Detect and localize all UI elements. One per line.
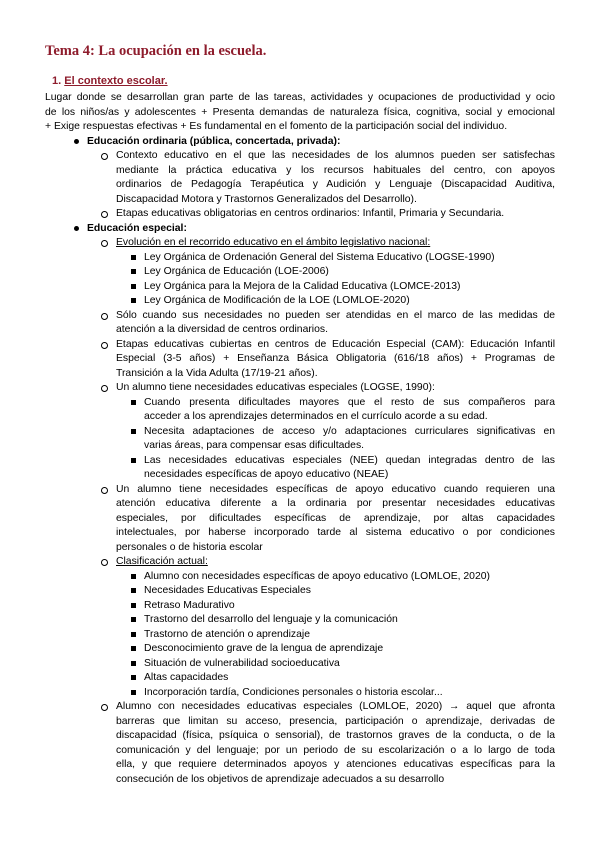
neae-line: intelectuales, por haberse incorporado tarde al sistema educativo o por condiciones <box>116 527 555 538</box>
bullet-dot-icon <box>74 226 79 231</box>
nee-item-line: acceder a los aprendizajes determinados en el currículo acorde a su edad. <box>144 411 488 422</box>
law-item: Ley Orgánica de Ordenación General del Sistema Educativo (LOGSE-1990) <box>144 251 495 263</box>
bullet-square-icon <box>131 675 136 680</box>
nee-item-line: Necesita adaptaciones de acceso y/o adaptaciones curriculares significativas en <box>144 425 555 437</box>
clasificacion-label: Clasificación actual: <box>116 556 208 567</box>
nee-item-line: necesidades específicas de apoyo educativo (NEAE) <box>144 469 389 480</box>
bullet-square-icon <box>131 632 136 637</box>
bullet-square-icon <box>131 255 136 260</box>
bullet-square-icon <box>131 429 136 434</box>
bullet-square-icon <box>131 661 136 666</box>
neae-line: personales o de historia escolar <box>116 541 263 553</box>
bullet-circle-icon <box>101 240 108 247</box>
bullet-square-icon <box>131 269 136 274</box>
solo-line: Sólo cuando sus necesidades no pueden ser atendidas en el marco de las medidas de <box>116 309 555 321</box>
intro-line: + Exige respuestas efectivas + Es fundamental en el fomento de la participación social del individuo. <box>45 121 508 132</box>
clasificacion-item: Necesidades Educativas Especiales <box>144 585 311 596</box>
clasificacion-item: Trastorno de atención o aprendizaje <box>144 628 310 640</box>
evolucion-label: Evolución en el recorrido educativo en el ámbito legislativo nacional: <box>116 237 431 248</box>
neae-line: Un alumno tiene necesidades específicas de apoyo educativo cuando requieren una <box>116 483 555 495</box>
law-item: Ley Orgánica para la Mejora de la Calidad Educativa (LOMCE-2013) <box>144 280 461 292</box>
clasificacion-item: Situación de vulnerabilidad socioeducativa <box>144 657 340 669</box>
clasificacion-item: Altas capacidades <box>144 672 229 683</box>
law-item: Ley Orgánica de Modificación de la LOE (LOMLOE-2020) <box>144 295 410 306</box>
bullet-dot-icon <box>74 139 79 144</box>
bullet-square-icon <box>131 284 136 289</box>
nee-item-line: Cuando presenta dificultades mayores que el resto de sus compañeros para <box>144 396 555 408</box>
intro-line: de los niños/as y adolescentes + Presenta demandas de naturaleza física, cognitiva, social y emocional <box>45 106 555 118</box>
ordinaria-item-line: Discapacidad Motora y Trastornos Generalizados del Desarrollo). <box>116 193 417 205</box>
bullet-square-icon <box>131 458 136 463</box>
etapas-line: Especial (3-5 años) + Enseñanza Básica Obligatoria (616/18 años) + Programas de <box>116 353 555 364</box>
bullet-circle-icon <box>101 559 108 566</box>
etapas-line: Transición a la Vida Adulta (17/19-21 años). <box>116 367 318 379</box>
lomloe-line: Alumno con necesidades educativas especiales (LOMLOE, 2020) → aquel que afronta <box>116 701 555 712</box>
bullet-circle-icon <box>101 153 108 160</box>
lomloe-line: comunicación y del lenguaje; por un periodo de su escolarización o a lo largo de toda <box>116 744 555 756</box>
bullet-circle-icon <box>101 704 108 711</box>
section-heading <box>52 75 168 87</box>
lomloe-line: ella, y que requiere determinados apoyos y atenciones educativas específicas para la <box>116 759 555 770</box>
bullet-square-icon <box>131 603 136 608</box>
bullet-circle-icon <box>101 313 108 320</box>
bullet-square-icon <box>131 588 136 593</box>
section-title: El contexto escolar. <box>64 75 168 87</box>
clasificacion-item: Retraso Madurativo <box>144 599 235 611</box>
clasificacion-item: Trastorno del desarrollo del lenguaje y la comunicación <box>144 614 398 625</box>
section-number: 1. <box>52 75 62 87</box>
bullet-square-icon <box>131 298 136 303</box>
nee-item-line: varias áreas, para compensar esas dificultades. <box>144 440 365 451</box>
clasificacion-item: Alumno con necesidades específicas de apoyo educativo (LOMLOE, 2020) <box>144 570 490 582</box>
bullet-circle-icon <box>101 487 108 494</box>
document-title: Tema 4: La ocupación en la escuela. <box>45 43 267 59</box>
ordinaria-item-line: Contexto educativo en el que las necesidades de los alumnos pueden ser satisfechas <box>116 150 555 161</box>
bullet-square-icon <box>131 617 136 622</box>
lomloe-line: discapacidad (física, psíquica o sensorial), de trastornos graves de la conducta, o de la <box>116 730 555 741</box>
nee-item-line: Las necesidades educativas especiales (NEE) quedan integradas dentro de las <box>144 454 555 466</box>
bullet-square-icon <box>131 574 136 579</box>
ordinaria-heading: Educación ordinaria (pública, concertada, privada): <box>87 135 341 147</box>
bullet-circle-icon <box>101 342 108 349</box>
ordinaria-item-line: mediante la práctica educativa y los recursos habituales del centro, con apoyos <box>116 164 555 176</box>
lomloe-line: barreras que limitan su acceso, presencia, participación o aprendizaje, derivadas de <box>116 715 555 727</box>
bullet-square-icon <box>131 646 136 651</box>
nee-label: Un alumno tiene necesidades educativas especiales (LOGSE, 1990): <box>116 382 435 393</box>
neae-line: atención educativa diferente a la ordinaria por presentar necesidades educativas <box>116 498 555 509</box>
law-item: Ley Orgánica de Educación (LOE-2006) <box>144 266 329 277</box>
bullet-square-icon <box>131 690 136 695</box>
intro-line: Lugar donde se desarrollan gran parte de las tareas, actividades y ocupaciones de productividad y ocio <box>45 92 555 103</box>
ordinaria-item-line: ordinarios de Pedagogía Terapéutica y Audición y Lenguaje (Discapacidad Auditiva, <box>116 179 555 190</box>
ordinaria-item-line: Etapas educativas obligatorias en centros ordinarios: Infantil, Primaria y Secundaria. <box>116 208 505 219</box>
lomloe-line: consecución de los objetivos de aprendizaje adecuados a su desarrollo <box>116 773 445 785</box>
clasificacion-item: Incorporación tardía, Condiciones personales o historia escolar... <box>144 686 443 698</box>
bullet-circle-icon <box>101 385 108 392</box>
bullet-circle-icon <box>101 211 108 218</box>
etapas-line: Etapas educativas cubiertas en centros de Educación Especial (CAM): Educación Infantil <box>116 338 555 350</box>
clasificacion-item: Desconocimiento grave de la lengua de aprendizaje <box>144 643 384 654</box>
especial-heading: Educación especial: <box>87 222 187 234</box>
bullet-square-icon <box>131 400 136 405</box>
solo-line: atención a la diversidad de centros ordinarios. <box>116 324 328 335</box>
neae-line: especiales, por dificultades específicas de aprendizaje, por altas capacidades <box>116 512 555 524</box>
